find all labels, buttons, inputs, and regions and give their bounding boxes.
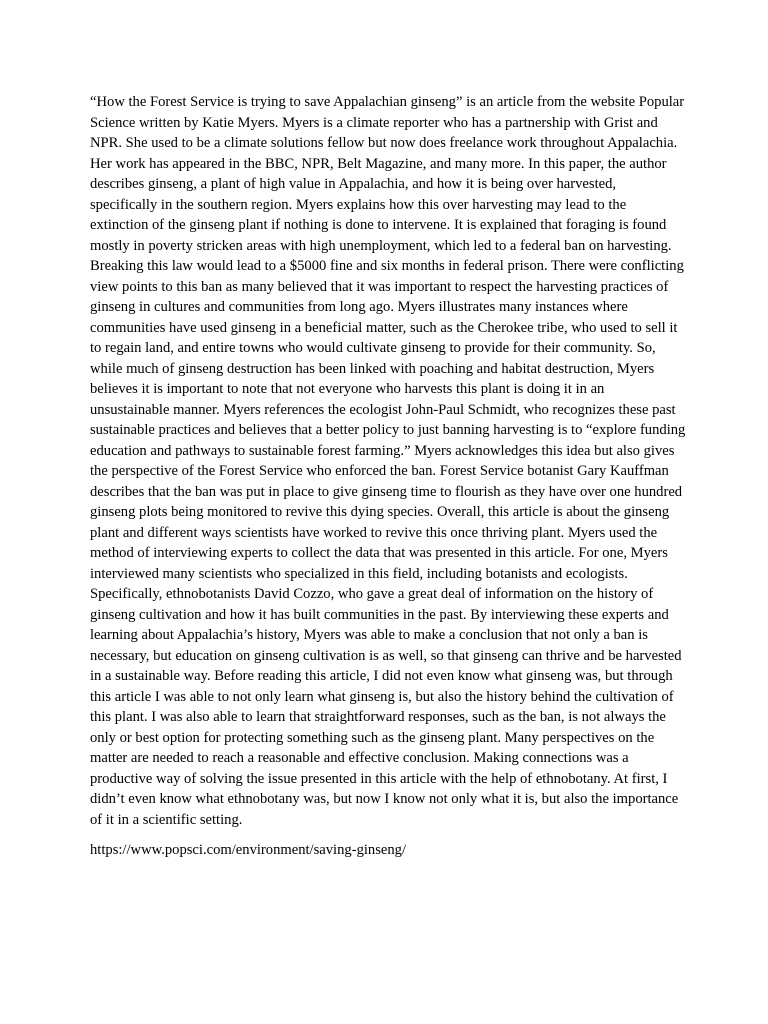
document-content <box>90 92 686 861</box>
source-line <box>90 840 686 861</box>
source-url-link[interactable]: https://www.popsci.com/environment/saving-ginseng/ <box>90 842 407 858</box>
body-paragraph: “How the Forest Service is trying to save Appalachian ginseng” is an article from the website Popular Science written by Katie Myers. Myers is a climate reporter who has a partnership with Grist and NPR. She used to be a climate solutions fellow but now does freelance work throughout Appalachia. Her work has appeared in the BBC, NPR, Belt Magazine, and many more. In this paper, the author describes ginseng, a plant of high value in Appalachia, and how it is being over harvested, specifically in the southern region. Myers explains how this over harvesting may lead to the extinction of the ginseng plant if nothing is done to intervene. It is explained that foraging is found mostly in poverty stricken areas with high unemployment, which led to a federal ban on harvesting. Breaking this law would lead to a $5000 fine and six months in federal prison. There were conflicting view points to this ban as many believed that it was important to respect the harvesting practices of ginseng in cultures and communities from long ago. Myers illustrates many instances where communities have used ginseng in a beneficial matter, such as the Cherokee tribe, who used to sell it to regain land, and entire towns who would cultivate ginseng to provide for their community. So, while much of ginseng destruction has been linked with poaching and habitat destruction, Myers believes it is important to note that not everyone who harvests this plant is doing it in an unsustainable manner. Myers references the ecologist John-Paul Schmidt, who recognizes these past sustainable practices and believes that a better policy to just banning harvesting is to “explore funding education and pathways to sustainable forest farming.” Myers acknowledges this idea but also gives the perspective of the Forest Service who enforced the ban. Forest Service botanist Gary Kauffman describes that the ban was put in place to give ginseng time to flourish as they have over one hundred ginseng plots being monitored to revive this dying species. Overall, this article is about the ginseng plant and different ways scientists have worked to revive this once thriving plant. Myers used the method of interviewing experts to collect the data that was presented in this article. For one, Myers interviewed many scientists who specialized in this field, including botanists and ecologists. Specifically, ethnobotanists David Cozzo, who gave a great deal of information on the history of ginseng cultivation and how it has built communities in the past. By interviewing these experts and learning about Appalachia’s history, Myers was able to make a conclusion that not only a ban is necessary, but education on ginseng cultivation is as well, so that ginseng can thrive and be harvested in a sustainable way. Before reading this article, I did not even know what ginseng was, but through this article I was able to not only learn what ginseng is, but also the history behind the cultivation of this plant. I was also able to learn that straightforward responses, such as the ban, is not always the only or best option for protecting something such as the ginseng plant. Many perspectives on the matter are needed to reach a reasonable and effective conclusion. Making connections was a productive way of solving the issue presented in this article with the help of ethnobotany. At first, I didn’t even know what ethnobotany was, but now I know not only what it is, but also the importance of it in a scientific setting. <box>90 94 686 828</box>
